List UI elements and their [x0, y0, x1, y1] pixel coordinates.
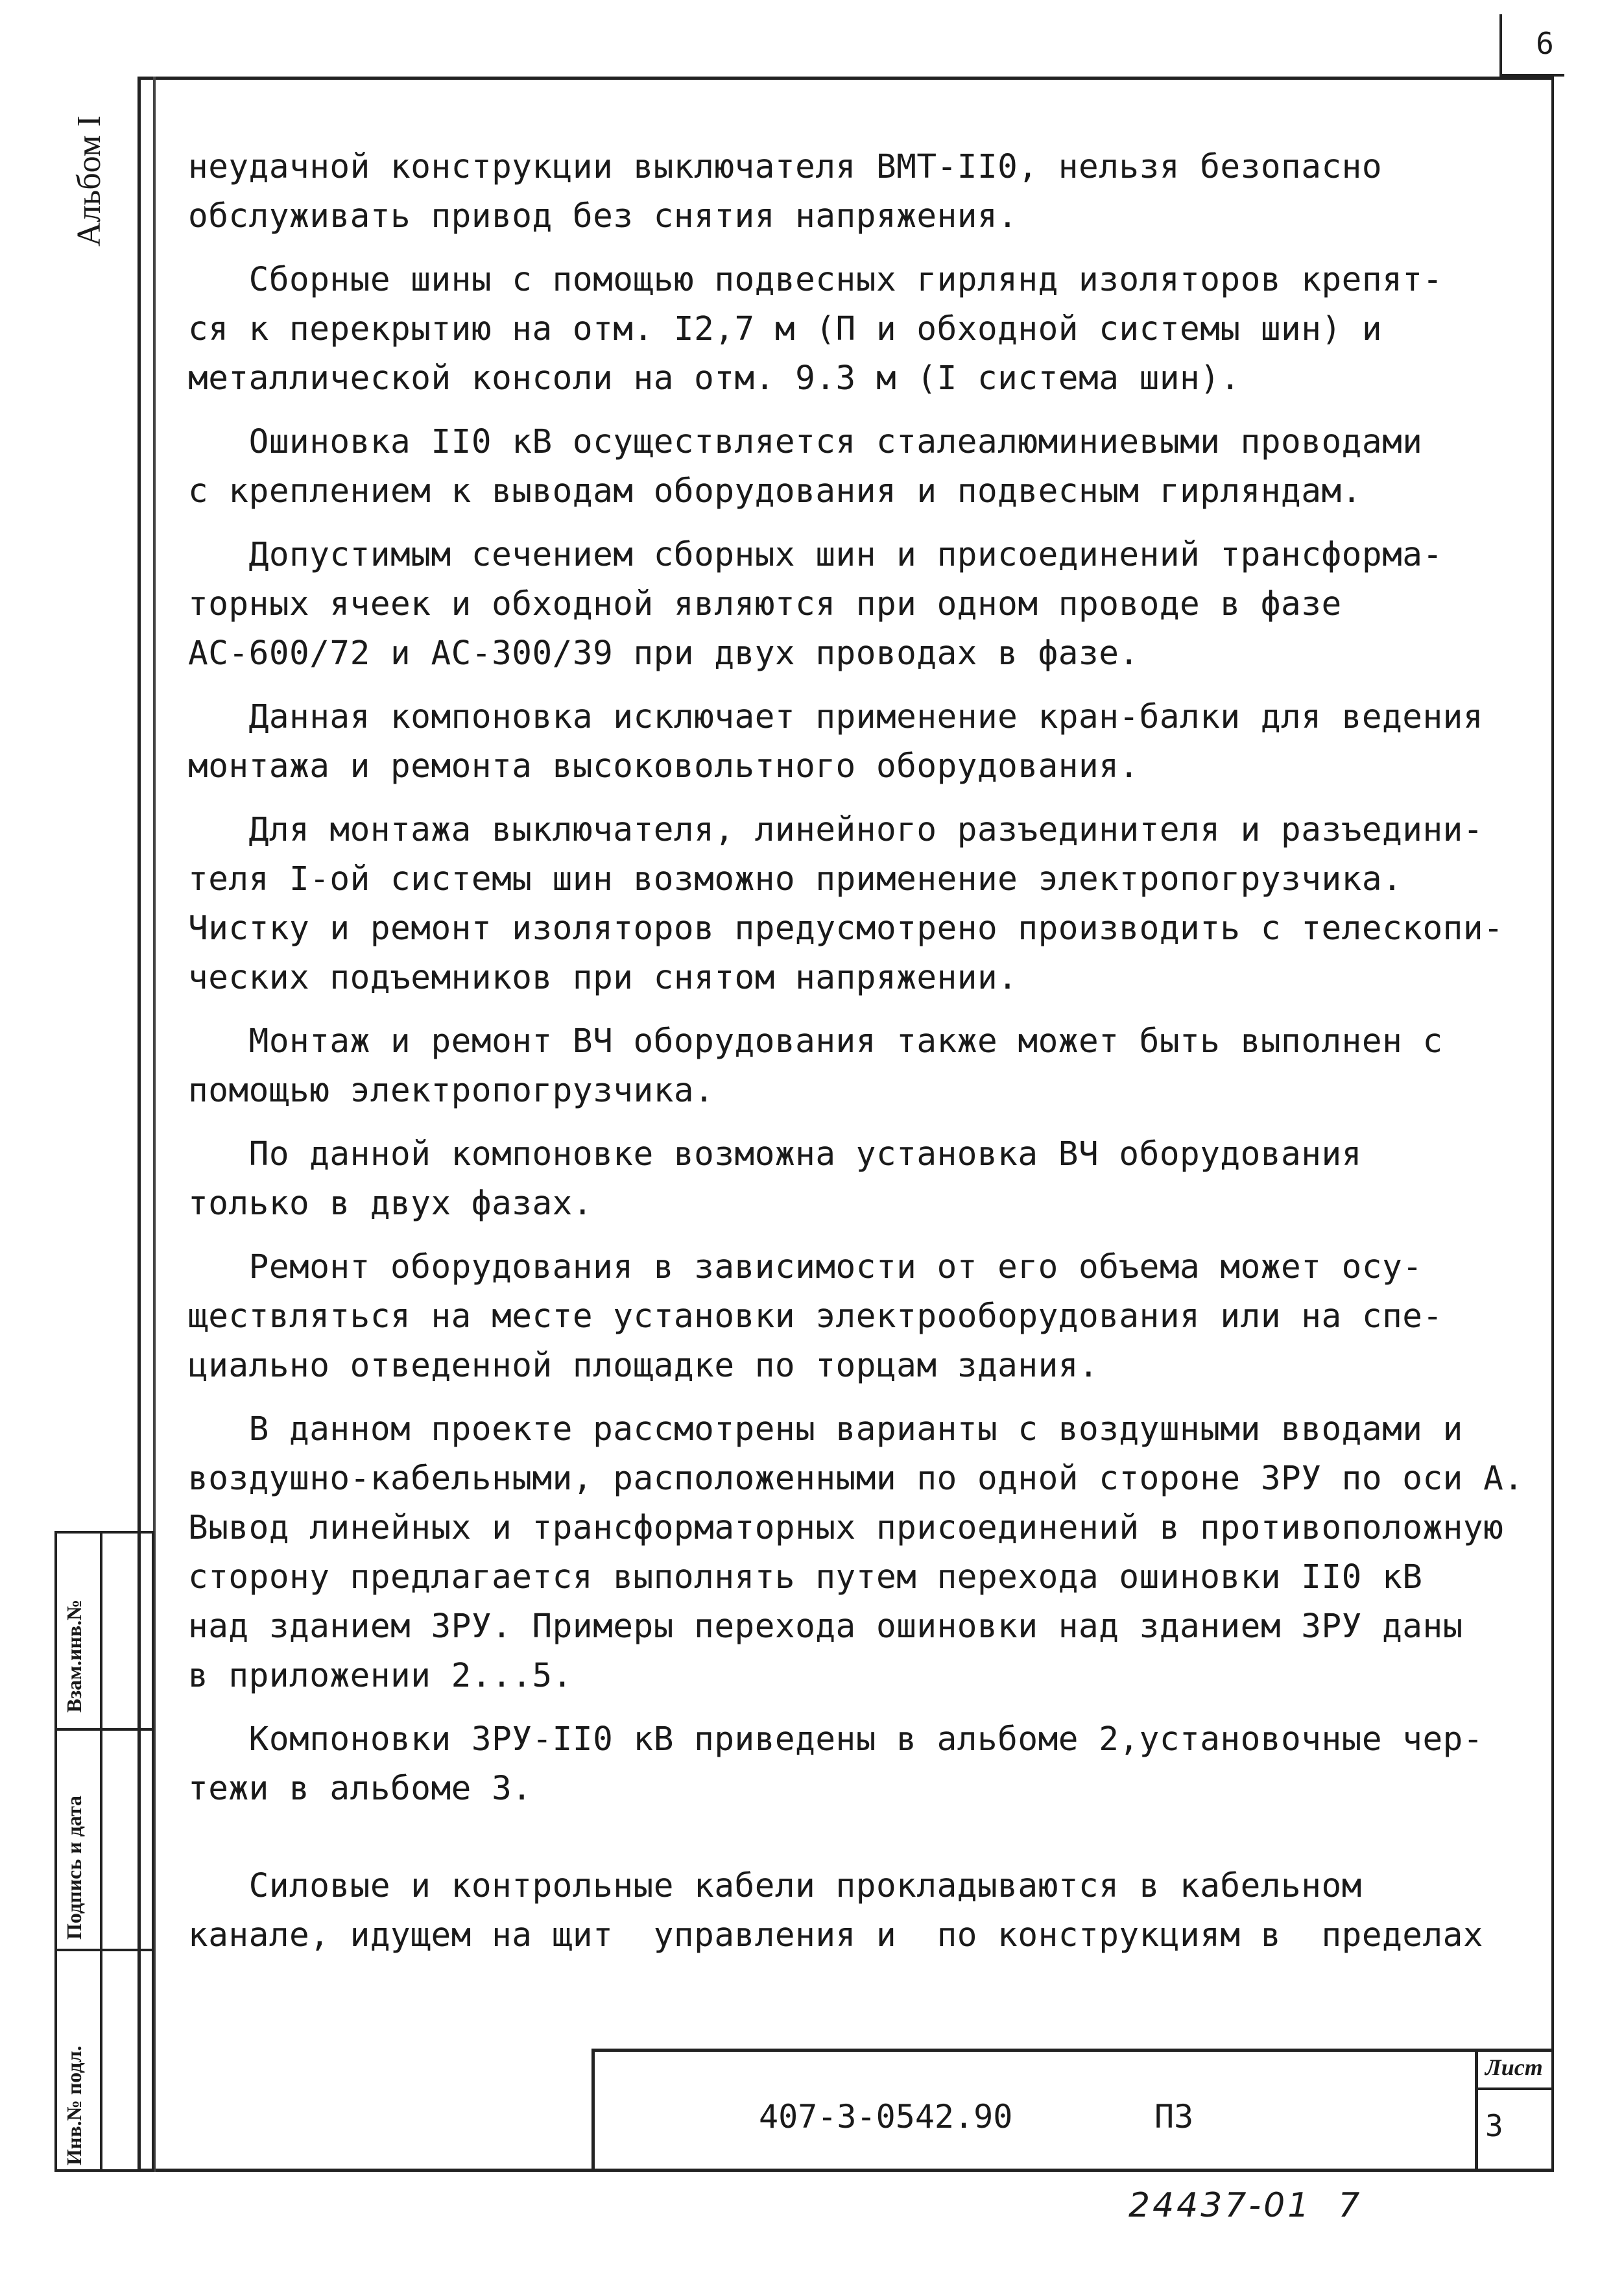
text-line: Ремонт оборудования в зависимости от его объема может осу- — [188, 1248, 1423, 1286]
text-line: Для монтажа выключателя, линейного разъединителя и разъедини- — [188, 811, 1484, 849]
sheet-number: 6 — [1536, 26, 1554, 61]
text-line: Чистку и ремонт изоляторов предусмотрено производить с телескопи- — [188, 909, 1504, 948]
stamp-field-replace-inv: Взам.инв.№ — [62, 1599, 86, 1713]
text-line: ществляться на месте установки электрооборудования или на спе- — [188, 1297, 1443, 1336]
paragraph — [188, 1017, 1537, 1116]
paragraph — [188, 256, 1537, 403]
text-line: тежи в альбоме 3. — [188, 1770, 532, 1808]
text-line: По данной компоновке возможна установка ВЧ оборудования — [188, 1135, 1362, 1173]
text-line: В данном проекте рассмотрены варианты с воздушными вводами и — [188, 1410, 1463, 1449]
title-block-hline — [1475, 2087, 1554, 2090]
paragraph — [188, 531, 1537, 679]
document-type: ПЗ — [1154, 2098, 1194, 2136]
text-line: Данная компоновка исключает применение кран-балки для ведения — [188, 698, 1484, 736]
text-line: только в двух фазах. — [188, 1185, 593, 1223]
list-number: 3 — [1485, 2108, 1503, 2143]
list-label: Лист — [1485, 2054, 1543, 2080]
text-line: воздушно-кабельными, расположенными по одной стороне ЗРУ по оси А. — [188, 1460, 1524, 1498]
archive-number: 24437-01 7 — [1128, 2186, 1363, 2225]
paragraph — [188, 693, 1537, 791]
text-line: обслуживать привод без снятия напряжения. — [188, 197, 1018, 235]
text-line: ческих подъемников при снятом напряжении. — [188, 959, 1018, 997]
body-text — [188, 143, 1537, 1960]
paragraph — [188, 418, 1537, 516]
text-line: в приложении 2...5. — [188, 1657, 573, 1695]
text-line: с креплением к выводам оборудования и подвесным гирляндам. — [188, 472, 1362, 511]
stamp-field-signature-date: Подпись и дата — [62, 1795, 86, 1940]
text-line: циально отведенной площадке по торцам здания. — [188, 1347, 1099, 1385]
text-line: канале, идущем на щит управления и по конструкциям в пределах — [188, 1916, 1484, 1955]
text-line: АС-600/72 и АС-300/39 при двух проводах в фазе. — [188, 634, 1140, 673]
paragraph — [188, 1715, 1537, 1814]
title-block — [591, 2049, 1554, 2172]
text-line: Силовые и контрольные кабели прокладываются в кабельном — [188, 1867, 1362, 1905]
text-line: неудачной конструкции выключателя ВМТ-II0, нельзя безопасно — [188, 148, 1383, 186]
paragraph — [188, 1862, 1537, 1960]
text-line: над зданием ЗРУ. Примеры перехода ошиновки над зданием ЗРУ даны — [188, 1607, 1463, 1646]
text-line: Монтаж и ремонт ВЧ оборудования также может быть выполнен с — [188, 1022, 1443, 1061]
paragraph — [188, 143, 1537, 241]
text-line: теля I-ой системы шин возможно применение электропогрузчика. — [188, 860, 1403, 898]
text-line: Ошиновка II0 кВ осуществляется сталеалюминиевыми проводами — [188, 423, 1423, 461]
album-label: Альбом I — [71, 115, 108, 247]
text-line: сторону предлагается выполнять путем перехода ошиновки II0 кВ — [188, 1558, 1423, 1596]
text-line: торных ячеек и обходной являются при одном проводе в фазе — [188, 585, 1342, 623]
text-line: Вывод линейных и трансформаторных присоединений в противоположную — [188, 1509, 1504, 1547]
text-line: монтажа и ремонта высоковольтного оборудования. — [188, 747, 1140, 786]
paragraph — [188, 1405, 1537, 1701]
text-line: металлической консоли на отм. 9.3 м (I система шин). — [188, 359, 1241, 398]
text-line: помощью электропогрузчика. — [188, 1072, 715, 1110]
paragraph — [188, 1130, 1537, 1229]
stamp-field-inv-original: Инв.№ подл. — [62, 2045, 86, 2165]
text-line: Компоновки ЗРУ-II0 кВ приведены в альбоме 2,установочные чер- — [188, 1720, 1484, 1759]
text-line: Сборные шины с помощью подвесных гирлянд изоляторов крепят- — [188, 261, 1443, 299]
title-block-divider — [1475, 2049, 1478, 2172]
paragraph — [188, 806, 1537, 1003]
text-line: ся к перекрытию на отм. I2,7 м (П и обходной системы шин) и — [188, 310, 1383, 348]
paragraph — [188, 1243, 1537, 1391]
text-line: Допустимым сечением сборных шин и присоединений трансформа- — [188, 536, 1443, 574]
document-code: 407-3-0542.90 — [759, 2098, 1013, 2136]
